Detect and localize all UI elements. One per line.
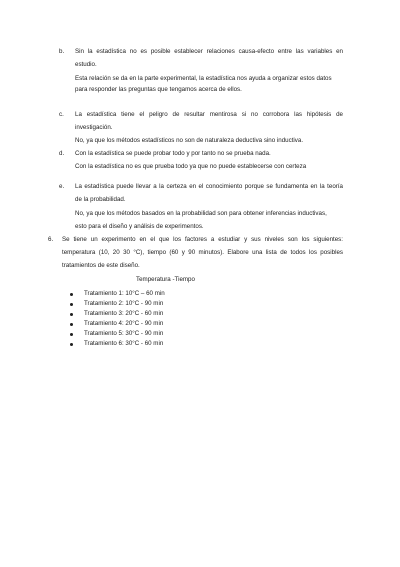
bullet-icon bbox=[70, 293, 73, 296]
item-e-marker: e. bbox=[59, 183, 65, 190]
bullet-icon bbox=[70, 323, 73, 326]
item-d-statement-line-1: Con la estadística se puede probar todo y por tanto no se prueba nada. bbox=[75, 150, 271, 157]
item-b-statement-line-2: estudio. bbox=[75, 61, 97, 68]
item-c-statement-line-1: La estadística tiene el peligro de resultar mentirosa si no corrobora las hipótesis de bbox=[75, 111, 343, 118]
item-c-statement-line-2: investigación. bbox=[75, 124, 113, 131]
question-6-line-2: temperatura (10, 20 30 °C), tiempo (60 y 90 minutos). Elabore una lista de todos los posibles bbox=[62, 249, 343, 256]
treatment-list-heading: Temperatura -Tiempo bbox=[136, 276, 195, 283]
item-e-statement-line-2: de la probabilidad. bbox=[75, 196, 126, 203]
question-6-line-1: Se tiene un experimento en el que los factores a estudiar y sus niveles son los siguientes: bbox=[62, 236, 343, 243]
question-6-line-3: tratamientos de este diseño. bbox=[62, 262, 140, 269]
treatment-item-2: Tratamiento 2: 10°C - 90 min bbox=[84, 300, 164, 307]
item-e-statement-line-1: La estadística puede llevar a la certeza en el conocimiento porque se fundamenta en la teoría bbox=[75, 183, 343, 190]
treatment-item-5: Tratamiento 5: 30°C - 90 min bbox=[84, 330, 164, 337]
bullet-icon bbox=[70, 343, 73, 346]
bullet-icon bbox=[70, 313, 73, 316]
treatment-item-3: Tratamiento 3: 20°C - 60 min bbox=[84, 310, 164, 317]
item-c-marker: c. bbox=[59, 111, 64, 118]
item-b-marker: b. bbox=[59, 48, 65, 55]
item-d-answer-line-1: Con la estadística no es que prueba todo ya que no puede establecerse con certeza bbox=[75, 163, 307, 170]
item-d-marker: d. bbox=[59, 150, 65, 157]
treatment-item-1: Tratamiento 1: 10°C – 60 min bbox=[84, 290, 165, 297]
bullet-icon bbox=[70, 303, 73, 306]
treatment-item-6: Tratamiento 6: 30°C - 60 min bbox=[84, 340, 164, 347]
item-c-answer-line-1: No, ya que los métodos estadísticos no son de naturaleza deductiva sino inductiva. bbox=[75, 137, 304, 144]
item-e-answer-line-2: esto para el diseño y análisis de experimentos. bbox=[75, 223, 204, 230]
treatment-item-4: Tratamiento 4: 20°C - 90 min bbox=[84, 320, 164, 327]
item-b-answer-line-1: Esta relación se da en la parte experimental, la estadística nos ayuda a organizar estos datos bbox=[75, 75, 332, 82]
item-e-answer-line-1: No, ya que los métodos basados en la probabilidad son para obtener inferencias inductivas, bbox=[75, 210, 327, 217]
item-b-answer-line-2: para responder las preguntas que tengamos acerca de ellos. bbox=[75, 86, 242, 93]
bullet-icon bbox=[70, 333, 73, 336]
item-b-statement-line-1: Sin la estadística no es posible establecer relaciones causa-efecto entre las variables en bbox=[75, 48, 343, 55]
question-6-number: 6. bbox=[48, 236, 54, 243]
